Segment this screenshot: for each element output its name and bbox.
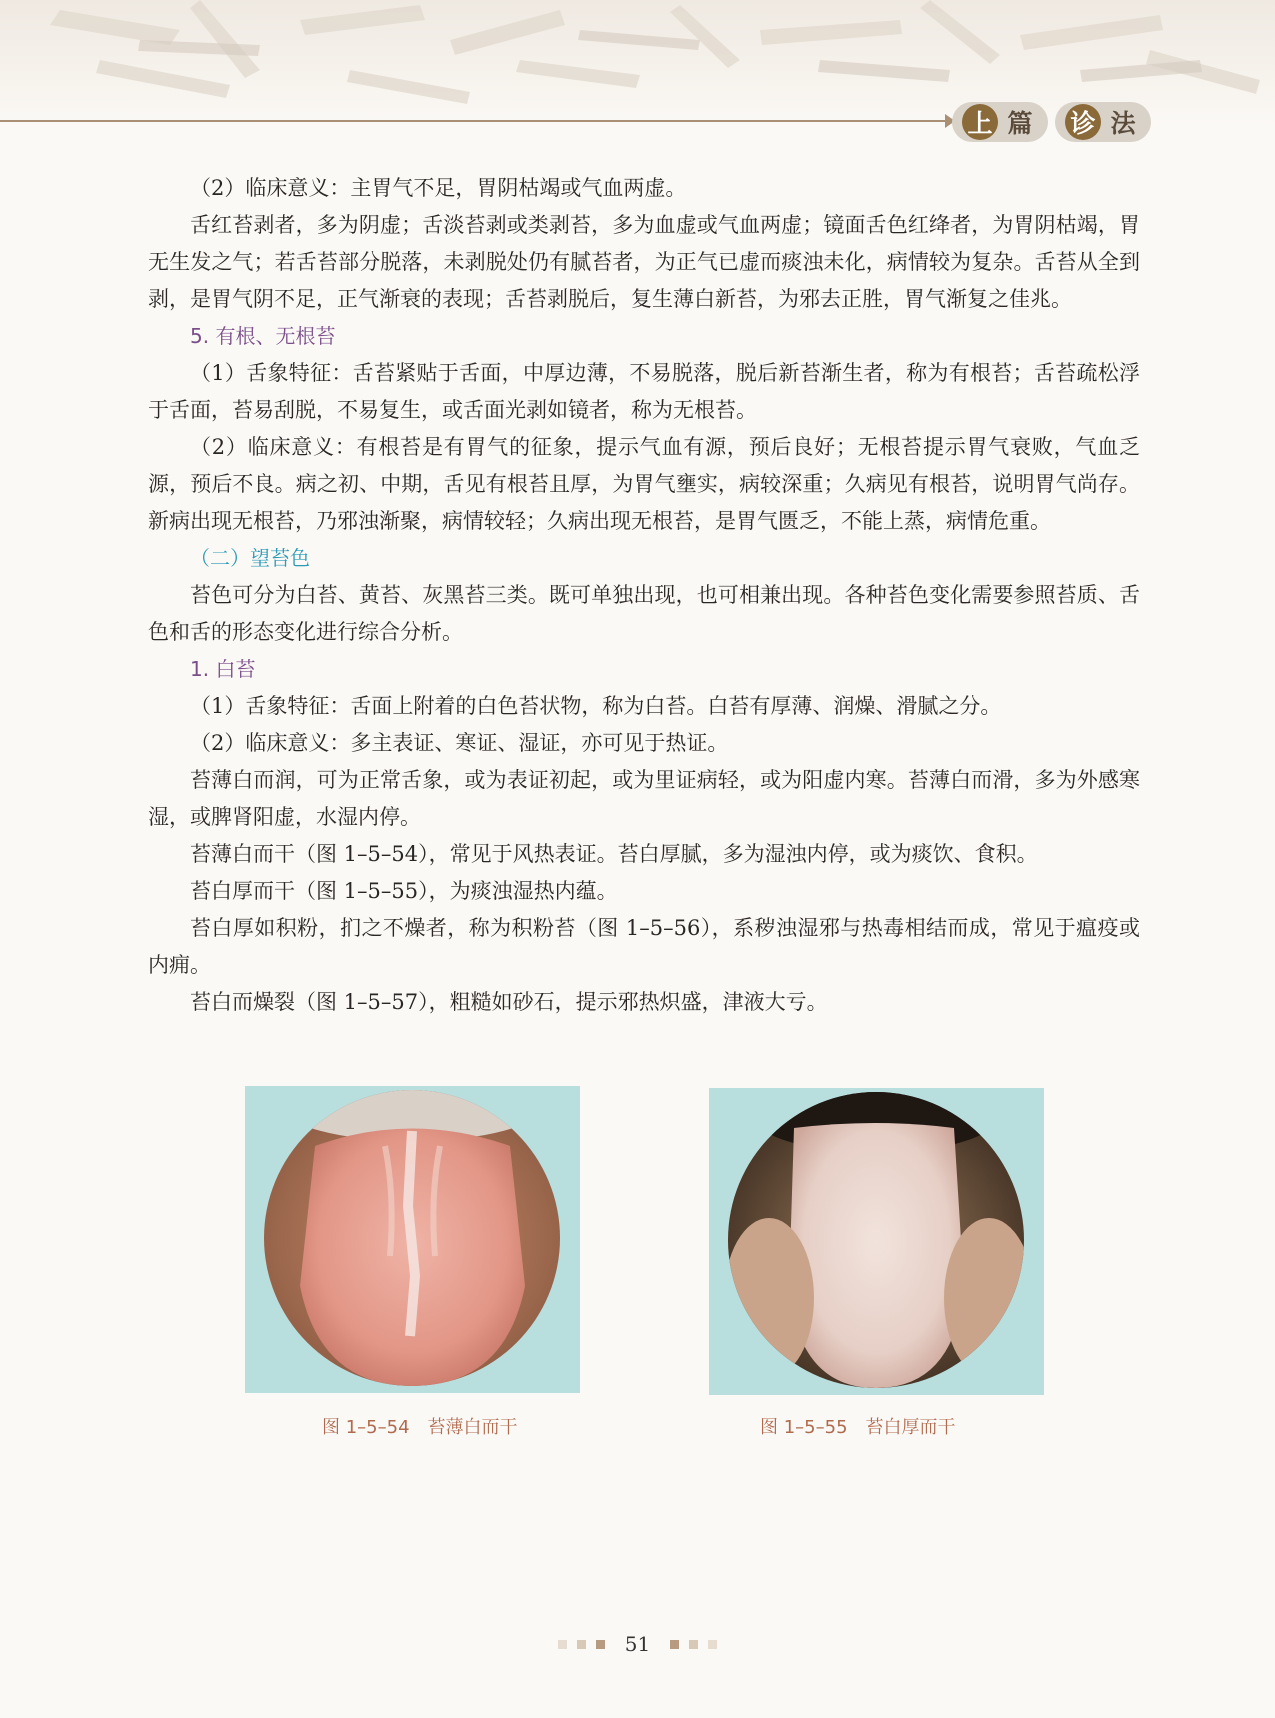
page-number: 51 [624,1632,651,1656]
page-footer [0,1632,1275,1656]
paragraph: 舌红苔剥者，多为阴虚；舌淡苔剥或类剥苔，多为血虚或气血两虚；镜面舌色红绛者，为胃阴枯竭，胃无生发之气；若舌苔部分脱落，未剥脱处仍有腻苔者，为正气已虚而痰浊未化，病情较为复杂。舌苔从全到剥，是胃气阴不足，正气渐衰的表现；舌苔剥脱后，复生薄白新苔，为邪去正胜，胃气渐复之佳兆。 [148,213,1140,311]
footer-ornament [689,1640,698,1649]
body-text [148,170,1140,1021]
footer-ornament [596,1640,605,1649]
paragraph: （1）舌象特征：舌苔紧贴于舌面，中厚边薄，不易脱落，脱后新苔渐生者，称为有根苔；舌苔疏松浮于舌面，苔易刮脱，不易复生，或舌面光剥如镜者，称为无根苔。 [148,361,1140,422]
section-tag [1055,100,1151,144]
footer-ornament [708,1640,717,1649]
footer-ornament [558,1640,567,1649]
paragraph: （1）舌象特征：舌面上附着的白色苔状物，称为白苔。白苔有厚薄、润燥、滑腻之分。 [190,694,1002,718]
paragraph: （2）临床意义：有根苔是有胃气的征象，提示气血有源，预后良好；无根苔提示胃气衰败，气血乏源，预后不良。病之初、中期，舌见有根苔且厚，为胃气壅实，病较深重；久病见有根苔，说明胃气尚存。新病出现无根苔，乃邪浊渐聚，病情较轻；久病出现无根苔，是胃气匮乏，不能上蒸，病情危重。 [148,435,1140,533]
subheading: 5. 有根、无根苔 [190,324,336,348]
paragraph: 苔白厚而干（图 1–5–55），为痰浊湿热内蕴。 [190,879,618,903]
section-heading: （二）望苔色 [190,546,310,570]
section-char-1: 诊 [1065,104,1101,140]
paragraph: 苔薄白而干（图 1–5–54），常见于风热表证。苔白厚腻，多为湿浊内停，或为痰饮、食积。 [190,842,1038,866]
footer-ornament [670,1640,679,1649]
paragraph: 苔白厚如积粉，扪之不燥者，称为积粉苔（图 1–5–56），系秽浊湿邪与热毒相结而成，常见于瘟疫或内痈。 [148,916,1140,977]
paragraph: 苔白而燥裂（图 1–5–57），粗糙如砂石，提示邪热炽盛，津液大亏。 [190,990,828,1014]
header-rule [0,120,945,122]
figure-caption: 图 1–5–54 苔薄白而干 [322,1417,518,1438]
footer-ornament [577,1640,586,1649]
tongue-photo-thin-white-dry [245,1086,580,1393]
tongue-image-2 [709,1088,1044,1395]
paragraph: （2）临床意义：多主表证、寒证、湿证，亦可见于热证。 [190,731,729,755]
part-char-1: 上 [962,104,998,140]
tongue-photo-thick-white-dry [709,1088,1044,1395]
section-pill [1055,102,1151,142]
subheading: 1. 白苔 [190,657,256,681]
part-char-2: 篇 [1007,109,1033,138]
paragraph: 苔薄白而润，可为正常舌象，或为表证初起，或为里证病轻，或为阳虚内寒。苔薄白而滑，多为外感寒湿，或脾肾阳虚，水湿内停。 [148,768,1140,829]
paragraph: （2）临床意义：主胃气不足，胃阴枯竭或气血两虚。 [190,176,687,200]
part-pill [952,102,1048,142]
paragraph: 苔色可分为白苔、黄苔、灰黑苔三类。既可单独出现，也可相兼出现。各种苔色变化需要参照苔质、舌色和舌的形态变化进行综合分析。 [148,583,1140,644]
section-char-2: 法 [1110,109,1136,138]
tongue-image-1 [245,1086,580,1393]
figure-caption: 图 1–5–55 苔白厚而干 [760,1417,956,1438]
part-tag [952,100,1048,144]
